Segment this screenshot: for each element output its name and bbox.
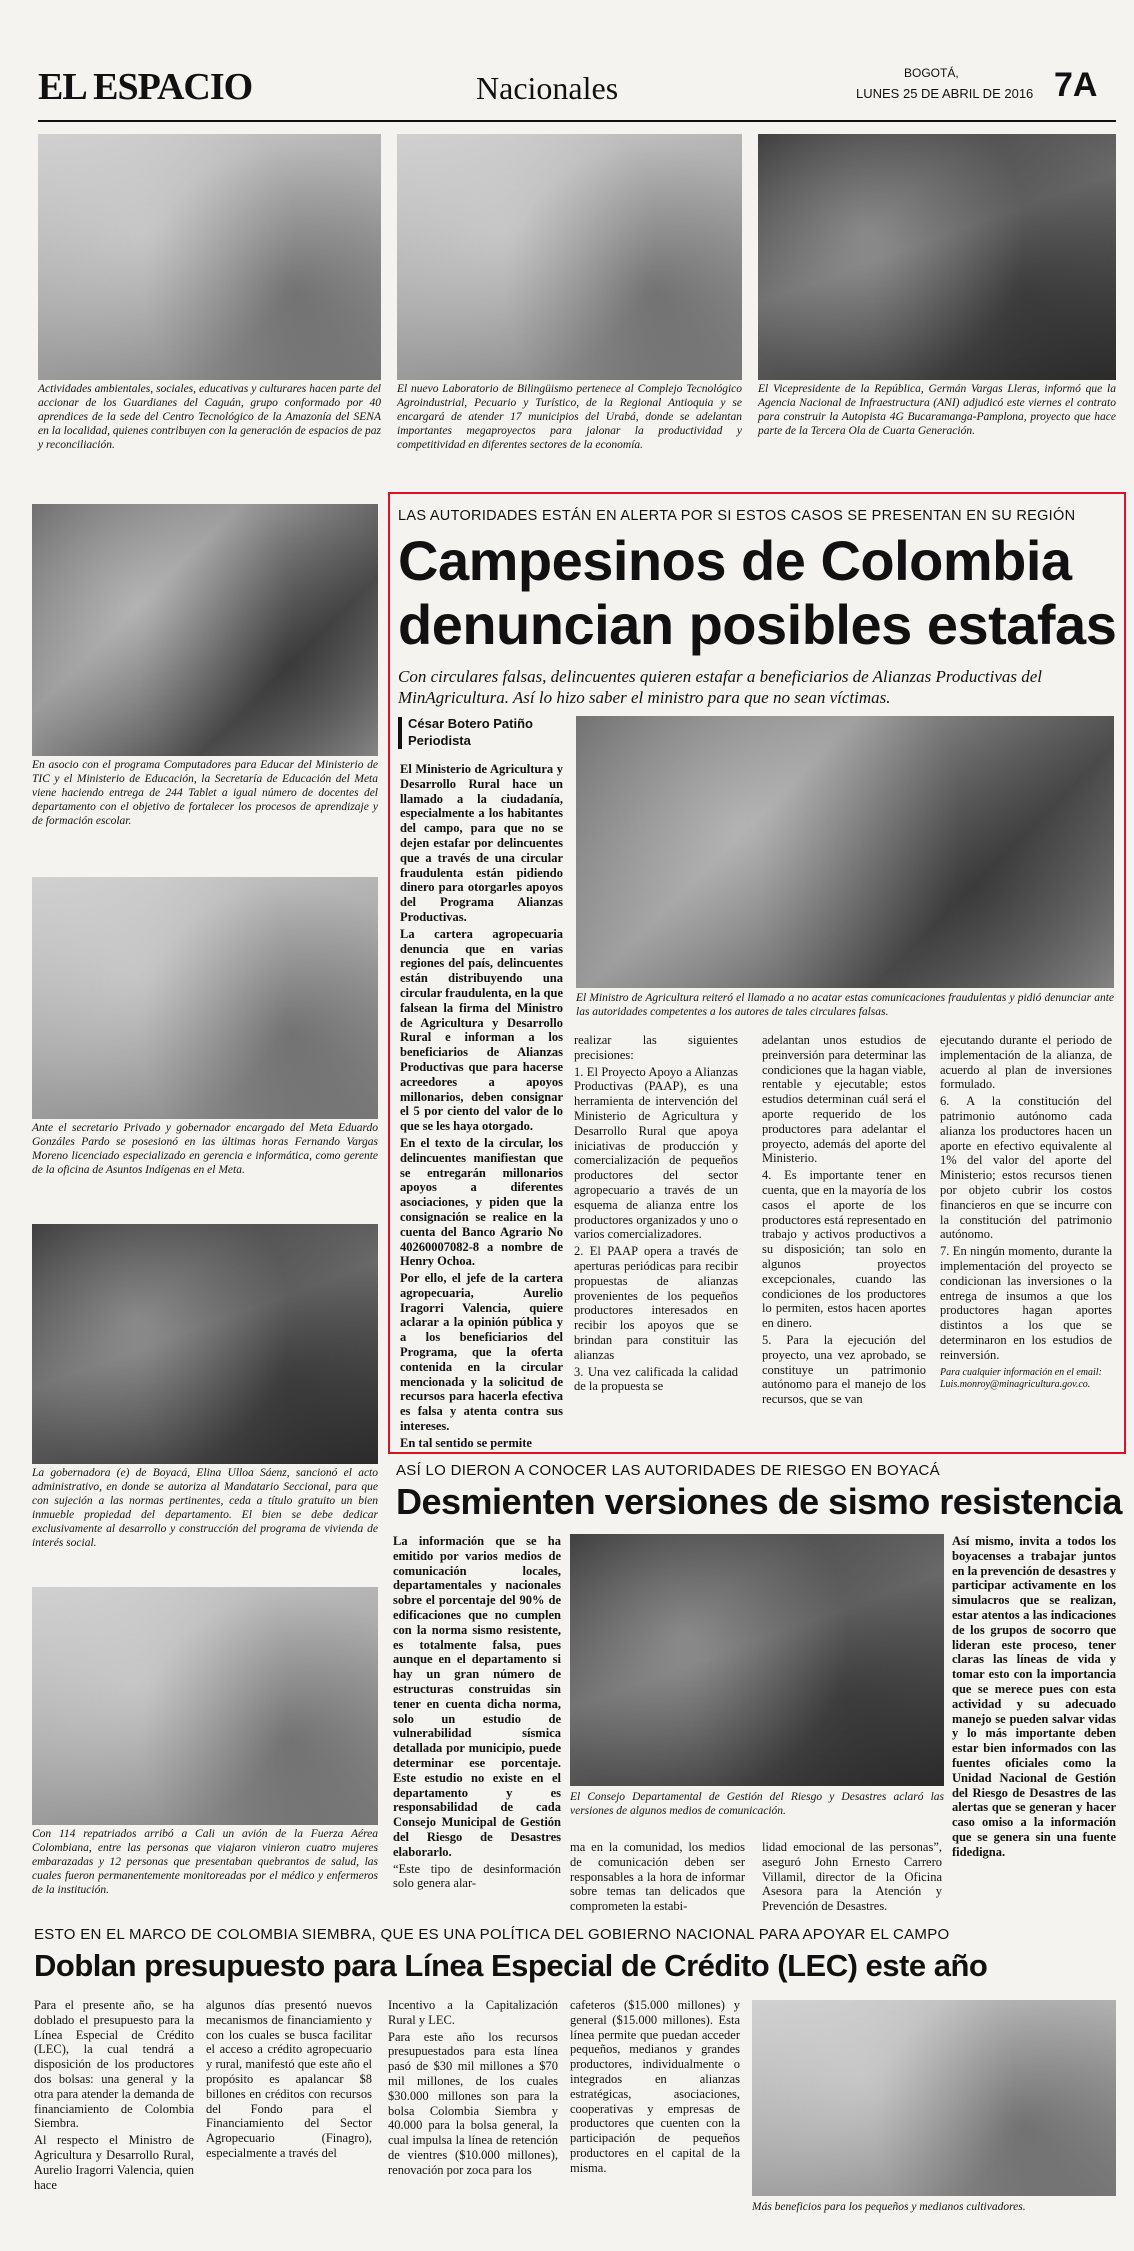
main-col3-p3: 5. Para la ejecución del proyecto, una vez aprobado, se constituye un patrimonio autónomo para el manejo de los recursos, que se van: [762, 1332, 926, 1407]
article3-col3-p2: Para este año los recursos presupuestados para esta línea pasó de $30 mil millones a $70 mil millones, de los cuales $30.000 millones son para la bolsa Colombia Siembra y 40.000 para la bolsa general, la cual impulsa la línea de retención de vientres ($10.000 millones), renovación por zoca para los: [388, 2029, 558, 2177]
main-col-1: [400, 762, 563, 1453]
top-caption-middle: El nuevo Laboratorio de Bilingüismo pertenece al Complejo Tecnológico Agroindustrial, Pecuario y Turístico, de la Regional Antioquia y se encargará de atender 17 municipios del Urabá, donde se adelantan importantes megaproyectos para jalonar la productividad y competitividad en diferentes sectores de la economía.: [397, 383, 742, 451]
main-col1-p5: En tal sentido se permite: [400, 1435, 532, 1450]
article3-title: Doblan presupuesto para Línea Especial de Crédito (LEC) este año: [34, 1948, 988, 1983]
main-col4-p3: 7. En ningún momento, durante la implementación del proyecto se condicionan las inversiones o la entrega de insumos a que los productores hagan aportes distintos a los que se determinaron en los estudios de reinversión.: [940, 1244, 1112, 1362]
main-col3-p1: adelantan unos estudios de preinversión para determinar las condiciones que la hagan viable, rentable y ejecutable; estos estudios determinan cuál será el aporte requerido de los productores para adelantar el proyecto, además del aporte del Ministerio.: [762, 1033, 926, 1166]
main-col-4: [940, 1033, 1112, 1391]
main-col1-p3: En el texto de la circular, los delincuentes manifiestan que se entregarán millonarios apoyos a diferentes asociaciones, y piden que la consignación se realice en la cuenta del Banco Agrario No 40260007082-8 a nombre de Henry Ochoa.: [400, 1135, 563, 1269]
article3-col1-p2: Al respecto el Ministro de Agricultura y Desarrollo Rural, Aurelio Iragorri Valencia, quien hace: [34, 2133, 194, 2192]
side-caption-3: La gobernadora (e) de Boyacá, Elina Ulloa Sáenz, sancionó el acto administrativo, en donde se autoriza al Mandatario Seccional, para que con sujeción a las normas pertinentes, ceda a título gratuito un bien inmueble propiedad del departamento. El bien se debe dedicar exclusivamente al desarrollo y construcción del programa de vivienda de interés social.: [32, 1467, 378, 1549]
main-photo-caption: El Ministro de Agricultura reiteró el llamado a no acatar estas comunicaciones fraudulentas y pidió denunciar ante las autoridades competentes a los autores de tales circulares falsas.: [576, 992, 1114, 1018]
top-caption-right: El Vicepresidente de la República, Germán Vargas Lleras, informó que la Agencia Nacional de Infraestructura (ANI) adjudicó este viernes el contrato para construir la Autopista 4G Bucaramanga-Pamplona, proyecto que hace parte de la Tercera Ola de Cuarta Generación.: [758, 383, 1116, 437]
top-photo-left: [38, 134, 381, 380]
main-col2-intro: realizar las siguientes precisiones:: [574, 1033, 738, 1062]
main-col2-item3: 3. Una vez calificada la calidad de la propuesta se: [574, 1364, 738, 1394]
main-col1-p2: La cartera agropecuaria denuncia que en varias regiones del país, delincuentes están distribuyendo una circular fraudulenta, en la que falsean la firma del Ministro de Agricultura y Desarrollo Rural e informan a los beneficiarios de Alianzas Productivas que para hacerse acreedores a apoyos millonarios, deben consignar el 5 por ciento del valor de lo que se les haya otorgado.: [400, 926, 563, 1134]
masthead-date: LUNES 25 DE ABRIL DE 2016: [856, 86, 1034, 101]
article2-col-4: [952, 1534, 1116, 1862]
side-caption-4: Con 114 repatriados arribó a Cali un avión de la Fuerza Aérea Colombiana, entre las personas que viajaron vinieron cuatro mujeres embarazadas y 12 personas que presentaban quebrantos de salud, las cuales fueron permanentemente monitoreadas por el médico y enfermeros de la institución.: [32, 1828, 378, 1896]
article3-col4-p1: cafeteros ($15.000 millones) y general ($15.000 millones). Esta línea permite que puedan acceder pequeños, medianos y grandes productores, individualmente o integrados en alianzas estratégicas, asociaciones, cooperativas y empresas de productores que cuenten con la participación de pequeños productores en el capital de la misma.: [570, 1998, 740, 2175]
article2-col4-p1: Así mismo, invita a todos los boyacenses a trabajar juntos en la prevención de desastres y participar activamente en los simulacros que se realizan, estar atentos a las indicaciones de los grupos de socorro que lideran este proceso, tener claras las líneas de vida y tomar esto con la importancia que se merece pues con esta actividad y su adecuado manejo se pueden salvar vidas y lo más importante deben estar bien informados con las fuentes oficiales como la Unidad Nacional de Gestión del Riesgo de Desastres de las alertas que se generan y hacer caso omiso a la información que se genera sin una fuente fidedigna.: [952, 1534, 1116, 1859]
main-title-line1: Campesinos de Colombia: [398, 529, 1072, 592]
article3-col3-p1: Incentivo a la Capitalización Rural y LEC.: [388, 1998, 558, 2027]
masthead-city: BOGOTÁ,: [904, 66, 959, 80]
side-photo-3: [32, 1224, 378, 1464]
article3-col2-p1: algunos días presentó nuevos mecanismos de financiamiento y con los cuales se busca facilitar el acceso a crédito agropecuario y rural, manifestó que este año el propósito es apalancar $8 billones en créditos con recursos del Fondo para el Financiamiento del Sector Agropecuario (Finagro), especialmente a través del: [206, 1998, 372, 2160]
article2-col3-p1: lidad emocional de las personas”, aseguró John Ernesto Carrero Villamil, director de la Oficina Asesora para la Atención y Prevención de Desastres.: [762, 1840, 942, 1914]
main-col1-p1: El Ministerio de Agricultura y Desarrollo Rural hace un llamado a la ciudadanía, especialmente a los habitantes del campo, para que no se dejen estafar por delincuentes que a través de una circular fraudulenta están pidiendo dinero para otorgarles apoyos del Programa Alianzas Productivas.: [400, 762, 563, 924]
main-col2-item2: 2. El PAAP opera a través de aperturas periódicas para recibir propuestas de alianzas provenientes de los pequeños productores interesados en recibir los apoyos que se brindan para constituir las alianzas: [574, 1244, 738, 1362]
top-caption-left: Actividades ambientales, sociales, educativas y culturares hacen parte del accionar de los Guardianes del Caguán, grupo conformado por 40 aprendices de la sede del Centro Tecnológico de la Amazonía del SENA en la localidad, quienes contribuyen con la generación de espacios de paz y reconciliación.: [38, 383, 381, 451]
side-caption-1: En asocio con el programa Computadores para Educar del Ministerio de TIC y el Ministerio de Educación, la Secretaría de Educación del Meta viene haciendo entrega de 244 Tablet a igual número de docentes del departamento con el objetivo de fortalecer los procesos de aprendizaje y de formación escolar.: [32, 759, 378, 827]
page-number: 7A: [1054, 66, 1098, 104]
article3-col-3: [388, 1998, 558, 2180]
main-kicker: LAS AUTORIDADES ESTÁN EN ALERTA POR SI ESTOS CASOS SE PRESENTAN EN SU REGIÓN: [398, 508, 1076, 524]
article2-col-2: [570, 1840, 745, 1916]
main-col1-p4: Por ello, el jefe de la cartera agropecuaria, Aurelio Iragorri Valencia, quiere aclarar a la opinión pública y a los beneficiarios del Programa, que la oferta contenida en la circular mencionada y la solicitud de recursos para hacerla efectiva es falsa y atenta contra sus intereses.: [400, 1271, 563, 1434]
article2-col1-p2: “Este tipo de desinformación solo genera alar-: [393, 1861, 561, 1891]
author-name: César Botero Patiño: [408, 716, 533, 731]
contact-line1: Para cualquier información en el email:: [940, 1366, 1102, 1378]
side-photo-4: [32, 1587, 378, 1825]
article2-col-1: [393, 1534, 561, 1893]
article2-col-3: [762, 1840, 942, 1916]
author-role: Periodista: [408, 733, 471, 748]
main-col4-p1: ejecutando durante el periodo de implementación de la alianza, de acuerdo al plan de inversiones formulado.: [940, 1033, 1112, 1092]
article3-kicker: ESTO EN EL MARCO DE COLOMBIA SIEMBRA, QUE ES UNA POLÍTICA DEL GOBIERNO NACIONAL PARA APOYAR EL CAMPO: [34, 1926, 950, 1943]
main-col3-p2: 4. Es importante tener en cuenta, que en la mayoría de los casos el aporte de los productores está representado en trabajo y activos productivos a su disposición; tan solo en algunos proyectos excepcionales, cuando las condiciones de los productores lo permiten, estos hacen aportes en dinero.: [762, 1168, 926, 1331]
article2-photo: [570, 1534, 944, 1786]
article3-col1-p1: Para el presente año, se ha doblado el presupuesto para la Línea Especial de Crédito (LEC), la cual tendrá a disposición de los productores dos bolsas: una general y la otra para atender la demanda de financiamiento de Colombia Siembra.: [34, 1998, 194, 2131]
article3-col-1: [34, 1998, 194, 2194]
article2-col2-p1: ma en la comunidad, los medios de comunicación deben ser responsables a la hora de informar sobre temas tan delicados que comprometen la estabi-: [570, 1840, 745, 1914]
main-col4-p2: 6. A la constitución del patrimonio autónomo cada alianza los productores hacen un aporte en efectivo equivalente al 1% del valor del aporte del Ministerio; estos recursos tienen por objeto cubrir los costos financieros en que se incurre con la constitución del patrimonio autónomo.: [940, 1094, 1112, 1242]
article3-col-2: [206, 1998, 372, 2163]
article3-col-4: [570, 1998, 740, 2178]
main-photo-minister: [576, 716, 1114, 988]
article2-kicker: ASÍ LO DIERON A CONOCER LAS AUTORIDADES DE RIESGO EN BOYACÁ: [396, 1462, 940, 1479]
article2-photo-caption: El Consejo Departamental de Gestión del Riesgo y Desastres aclaró las versiones de algunos medios de comunicación.: [570, 1791, 944, 1817]
side-photo-1: [32, 504, 378, 756]
masthead-logo: EL ESPACIO: [38, 66, 253, 108]
article2-col1-p1: La información que se ha emitido por varios medios de comunicación locales, departamentales y nacionales sobre el porcentaje del 90% de edificaciones que no cumplen con la norma sismo resistente, es totalmente falsa, pues aunque en el departamento si hay un gran número de estructuras construidas sin tener en cuenta dicha norma, solo un estudio de vulnerabilidad sísmica detallada por municipio, puede determinar ese porcentaje. Este estudio no existe en el departamento y es responsabilidad de cada Consejo Municipal de Gestión del Riesgo de Desastres elaborarlo.: [393, 1534, 561, 1859]
article3-photo-caption: Más beneficios para los pequeños y medianos cultivadores.: [752, 2201, 1026, 2213]
article2-title: Desmienten versiones de sismo resistencia: [396, 1481, 1122, 1522]
section-title: Nacionales: [476, 70, 619, 106]
author-bar: [398, 717, 402, 749]
contact-email[interactable]: Luis.monroy@minagricultura.gov.co.: [940, 1378, 1091, 1390]
main-col2-item1: 1. El Proyecto Apoyo a Alianzas Productivas (PAAP), es una herramienta de intervención del Ministerio de Agricultura y Desarrollo Rural que apoya iniciativas de producción y comercialización de pequeños productores del sector agropecuario a través de un esquema de alianza entre los productores organizados y uno o varios comercializadores.: [574, 1064, 738, 1242]
masthead-rule: [38, 120, 1116, 122]
main-col-2: [574, 1033, 738, 1396]
side-photo-2: [32, 877, 378, 1119]
top-photo-right: [758, 134, 1116, 380]
main-title-line2: denuncian posibles estafas: [398, 593, 1117, 656]
article3-photo: [752, 2000, 1116, 2196]
side-caption-2: Ante el secretario Privado y gobernador encargado del Meta Eduardo Gonzáles Pardo se posesionó en las últimas horas Fernando Vargas Moreno licenciado especializado en gerencia e informática, como gerente de la oficina de Asuntos Indígenas en el Meta.: [32, 1122, 378, 1176]
top-photo-middle: [397, 134, 742, 380]
main-deck: Con circulares falsas, delincuentes quieren estafar a beneficiarios de Alianzas Productivas del MinAgricultura. Así lo hizo saber el ministro para que no sean víctimas.: [398, 667, 1043, 707]
main-col-3: [762, 1033, 926, 1409]
